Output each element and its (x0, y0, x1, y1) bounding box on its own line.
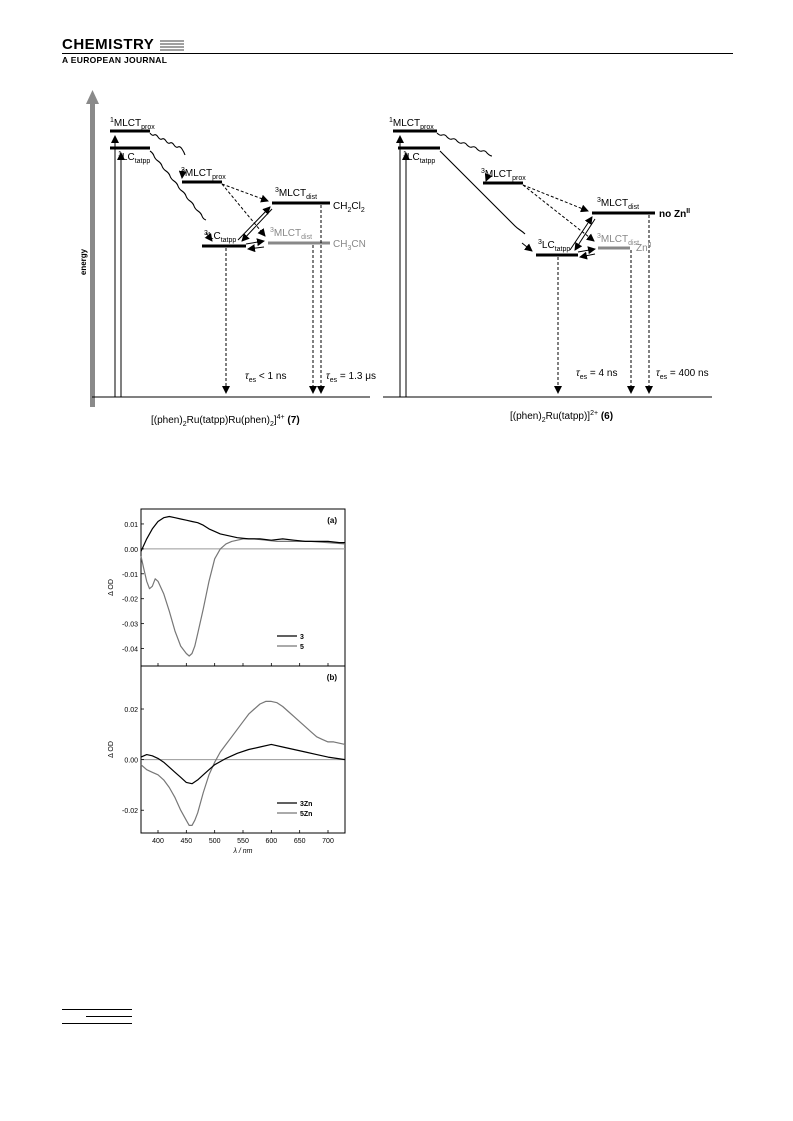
y-tick-label: 0.00 (124, 757, 138, 765)
series-line-5 (141, 539, 345, 656)
label-zn: $Zn^{II}$ (636, 242, 652, 254)
y-tick-label: -0.04 (122, 646, 138, 654)
label-1mlct-prox-r: $^1MLCT_{prox}$ (389, 117, 434, 131)
label-3mlct-dist-r: $^3MLCT_{dist}$ (597, 197, 640, 211)
plot-frame-0 (141, 509, 345, 666)
x-tick-label: 650 (293, 838, 306, 845)
x-tick-label: 550 (237, 838, 249, 845)
label-1lc-tatpp: $^1LC_{tatpp}$ (118, 151, 151, 165)
y-tick-label: -0.02 (122, 808, 138, 816)
y-tick-label: -0.02 (122, 596, 138, 604)
tau-right-2: $\tau_{es} = 400$ ns (656, 368, 709, 381)
footnote-rule-3 (86, 1016, 132, 1017)
series-line-3 (141, 517, 345, 552)
legend-label: 5Zn (300, 811, 313, 818)
label-3mlct-dist: $^3MLCT_{dist}$ (275, 187, 318, 201)
y-axis-label: Δ OD (108, 579, 115, 596)
spectra-panel-b (108, 666, 345, 855)
solvent-ch3cn: $CH_3CN$ (333, 239, 366, 252)
panel-label: (b) (326, 673, 337, 682)
journal-title: CHEMISTRY (62, 36, 155, 53)
footnote-rule-1 (62, 1009, 132, 1010)
legend-label: 5 (300, 644, 304, 651)
plot-frame-1 (141, 666, 345, 833)
legend-label: 3 (300, 634, 304, 641)
label-3mlct-dist-grey-r: $^3MLCT_{dist}$ (597, 233, 640, 247)
label-1lc-tatpp-r: $^1LC_{tatpp}$ (403, 151, 436, 165)
x-tick-label: 400 (152, 838, 164, 845)
x-tick-label: 500 (208, 838, 221, 845)
compound-label-7: $[(phen)_2Ru(tatpp)Ru(phen)_2]^{4+}$ (7) (151, 414, 300, 428)
y-axis-label: Δ OD (108, 741, 115, 758)
x-tick-label: 600 (265, 838, 278, 845)
label-3mlct-prox-r: $^3MLCT_{prox}$ (481, 168, 526, 182)
x-tick-label: 450 (180, 838, 193, 845)
y-tick-label: 0.00 (124, 546, 138, 554)
x-tick-label: 700 (322, 838, 334, 845)
energy-axis-label: energy (79, 248, 88, 276)
journal-subtitle: A EUROPEAN JOURNAL (62, 55, 168, 65)
label-3mlct-dist-grey: $^3MLCT_{dist}$ (270, 227, 313, 241)
x-axis-label: λ / nm (233, 848, 253, 855)
solvent-ch2cl2: $CH_2Cl_2$ (333, 201, 365, 214)
tau-left-1: $\tau_{es} < 1$ ns (245, 371, 287, 384)
series-line-3Zn (141, 744, 345, 783)
y-tick-label: -0.03 (122, 621, 138, 629)
compound-label-6: $[(phen)_2Ru(tatpp)]^{2+}$ (6) (510, 410, 614, 424)
label-no-zn: no $Zn^{II}$ (659, 208, 691, 220)
y-tick-label: -0.01 (122, 571, 138, 579)
label-3mlct-prox: $^3MLCT_{prox}$ (181, 167, 226, 181)
y-tick-label: 0.01 (124, 521, 138, 529)
legend-label: 3Zn (300, 801, 313, 808)
tau-right-1: $\tau_{es} = 4$ ns (576, 368, 618, 381)
label-1mlct-prox: $^1MLCT_{prox}$ (110, 117, 155, 131)
panel-label: (a) (327, 516, 337, 525)
label-3lc-tatpp: $^3LC_{tatpp}$ (204, 230, 237, 244)
spectra-panel-a (108, 509, 345, 666)
y-tick-label: 0.02 (124, 707, 138, 715)
label-3lc-tatpp-r: $^3LC_{tatpp}$ (538, 239, 571, 253)
series-line-5Zn (141, 701, 345, 825)
footnote-rule-2 (62, 1023, 132, 1024)
tau-left-2: $\tau_{es} = 1.3$ μs (326, 371, 376, 384)
